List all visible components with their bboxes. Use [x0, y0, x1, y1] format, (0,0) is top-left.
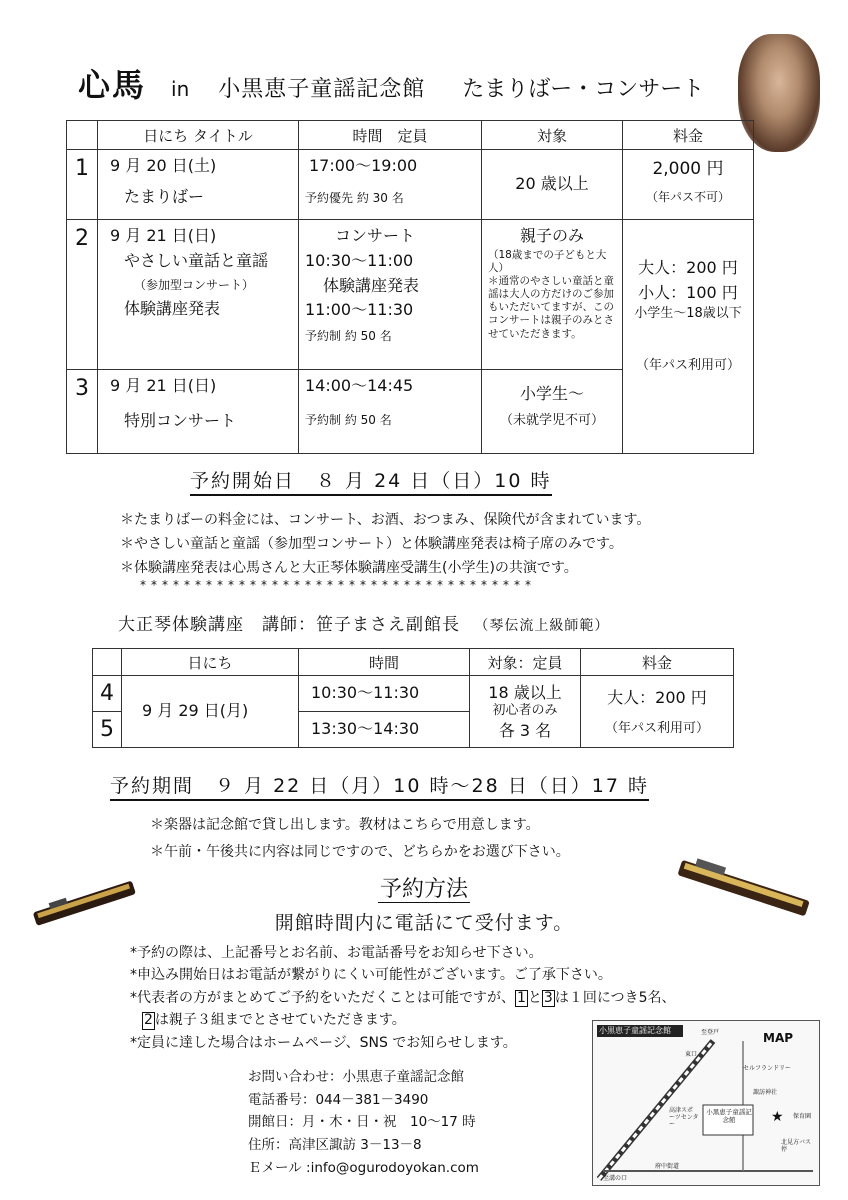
title-in: in: [171, 77, 190, 101]
divider-stars: ************************************: [140, 578, 536, 592]
event-subtitle: （参加型コンサート）: [134, 277, 255, 292]
title-main: 心馬: [78, 66, 147, 104]
notes-list: [120, 508, 650, 580]
price-pass: （年パス利用可）: [635, 357, 740, 373]
rule-item: *定員に達した場合はホームページ、SNS でお知らせします。: [130, 1034, 517, 1051]
map-label-item: 至登戸: [701, 1029, 720, 1036]
event-date: 9 月 21 日(日): [110, 226, 217, 245]
note-item: ＊たまりばーの料金には、コンサート、お酒、おつまみ、保険代が含まれています。: [120, 512, 651, 528]
svg-text:★: ★: [771, 1109, 784, 1125]
note-item: ＊体験講座発表は心馬さんと大正琴体験講座受講生(小学生)の共演です。: [120, 560, 578, 577]
col-header: 時間: [299, 649, 470, 676]
note-item: ＊やさしい童話と童謡（参加型コンサート）と体験講座発表は椅子席のみです。: [120, 536, 623, 553]
rule-item: *代表者の方がまとめてご予約をいただくことは可能ですが、 1 と 3 は１回につき5名、: [130, 989, 676, 1006]
row-number: 3: [67, 370, 98, 454]
page-title: [78, 60, 704, 106]
target-note: （18歳までの子どもと大人）: [488, 248, 607, 274]
row-number: 4: [93, 676, 122, 712]
price-child-note: 小学生～18歳以下: [634, 305, 742, 321]
workshop-time: 13:30～14:30: [299, 712, 470, 748]
event-title: たまりばー: [124, 186, 205, 206]
price-adult: 大人：200 円: [638, 258, 738, 277]
note-item: ＊午前・午後共に内容は同じですので、どちらかをお選び下さい。: [150, 843, 570, 860]
contact-address: 住所：高津区諏訪 3－13－8: [248, 1137, 422, 1154]
workshop-price: 大人：200 円: [607, 687, 707, 707]
event-date: 9 月 20 日(土): [110, 156, 217, 175]
col-header: 料金: [581, 649, 734, 676]
workshop-target: 18 歳以上: [488, 682, 562, 702]
map-header: 小黒恵子童謡記念館: [599, 1026, 671, 1035]
method-subtitle: 開館時間内に電話にて受付ます。: [274, 912, 574, 934]
event-time: 11:00～11:30: [305, 300, 414, 320]
map-drawing: [593, 1021, 819, 1185]
event-capacity: 予約制 約 50 名: [305, 412, 392, 427]
workshop-title: [118, 610, 609, 635]
col-header: 時間 定員: [299, 121, 482, 150]
event-title-2: 体験講座発表: [124, 298, 221, 318]
event-target: 親子のみ: [519, 226, 584, 245]
contact-info: [248, 1066, 479, 1179]
event-time: 17:00～19:00: [309, 156, 418, 175]
title-event: たまりばー・コンサート: [462, 77, 705, 102]
row-number: 5: [93, 712, 122, 748]
workshop-title-note: （琴伝流上級師範）: [474, 618, 610, 634]
workshop-target-note: 初心者のみ: [492, 703, 558, 719]
map-venue: 小黒恵子童謡記念館: [706, 1108, 752, 1124]
event-title: やさしい童話と童謡: [124, 250, 269, 270]
price-child: 小人：100 円: [638, 282, 738, 302]
time-label: 体験講座発表: [323, 275, 420, 295]
col-header: 日にち タイトル: [98, 121, 299, 150]
boxed-number: 3: [543, 989, 553, 1006]
workshop-pass: （年パス利用可）: [604, 720, 709, 736]
method-title: 予約方法: [379, 877, 468, 902]
title-venue: 小黒恵子童謡記念館: [218, 77, 426, 102]
col-header: 対象: [482, 121, 623, 150]
rule-item: *申込み開始日はお電話が繋がりにくい可能性がございます。ご了承下さい。: [130, 967, 612, 984]
map-label-item: 保育園: [793, 1113, 812, 1120]
contact-phone: 電話番号：044－381－3490: [248, 1091, 429, 1108]
table-row: [93, 676, 734, 712]
table-row: [67, 220, 754, 370]
rule-item: *予約の際は、上記番号とお名前、お電話番号をお知らせ下さい。: [130, 945, 543, 961]
schedule-table: [66, 120, 754, 454]
table-row: [67, 150, 754, 220]
event-date: 9 月 21 日(日): [110, 376, 217, 395]
event-target: 20 歳以上: [482, 150, 623, 220]
map-label-item: 至溝の口: [603, 1175, 628, 1182]
event-capacity: 予約制 約 50 名: [305, 329, 392, 344]
reservation-start: 予約開始日 ８ 月 24 日（日）10 時: [190, 466, 552, 496]
table-header-row: [67, 121, 754, 150]
time-label: コンサート: [335, 226, 416, 245]
workshop-date: 9 月 29 日(月): [122, 676, 299, 748]
workshop-title-text: 大正琴体験講座 講師：笹子まさえ副館長: [118, 615, 460, 635]
event-time: 10:30～11:00: [305, 250, 414, 270]
reservation-period: 予約期間 ９ 月 22 日（月）10 時～28 日（日）17 時: [110, 771, 649, 801]
target-note-2: ＊通常のやさしい童話と童謡は大人の方だけのご参加もいただいてますが、このコンサートは親子のみとさせていただきます。: [488, 275, 614, 340]
map-label-item: 高津スポーツセンター: [669, 1107, 699, 1129]
event-capacity: 予約優先 約 30 名: [305, 190, 404, 205]
contact-email[interactable]: Ｅメール :info@ogurodoyokan.com: [248, 1159, 479, 1176]
workshop-time: 10:30～11:30: [299, 676, 470, 712]
note-item: ＊楽器は記念館で貸し出します。教材はこちらで用意します。: [150, 817, 540, 833]
price-note: （年パス不可）: [645, 190, 730, 205]
map-label-item: 諏訪神社: [753, 1089, 778, 1096]
price-cell: [623, 220, 754, 454]
map-label-item: 東口: [685, 1051, 698, 1058]
table-header-row: [93, 649, 734, 676]
workshop-table: [92, 648, 734, 748]
notes-list-2: [150, 812, 570, 865]
target-note: （未就学児不可）: [499, 412, 604, 428]
col-header: 日にち: [122, 649, 299, 676]
rule-item: 2 は親子３組までとさせていただきます。: [144, 1012, 406, 1029]
row-number: 2: [67, 220, 98, 370]
event-title: 特別コンサート: [124, 410, 237, 430]
event-time: 14:00～14:45: [305, 376, 414, 395]
map-label-item: セルフランドリー: [743, 1065, 792, 1072]
contact-hours: 開館日：月・木・日・祝 10～17 時: [248, 1114, 476, 1131]
map-label-item: 府中街道: [655, 1163, 680, 1170]
row-number: 1: [67, 150, 98, 220]
contact-inquiry: お問い合わせ：小黒恵子童謡記念館: [248, 1069, 464, 1085]
boxed-number: 2: [144, 1012, 153, 1029]
col-header: 料金: [623, 121, 754, 150]
event-target: 小学生～: [519, 384, 584, 403]
map-label: MAP: [763, 1031, 794, 1045]
workshop-capacity: 各 3 名: [498, 720, 552, 740]
event-price: 2,000 円: [652, 159, 724, 179]
col-header: 対象：定員: [470, 649, 581, 676]
access-map: [592, 1020, 820, 1186]
map-label-item: 北見方バス停: [781, 1139, 812, 1154]
boxed-number: 1: [517, 989, 526, 1006]
